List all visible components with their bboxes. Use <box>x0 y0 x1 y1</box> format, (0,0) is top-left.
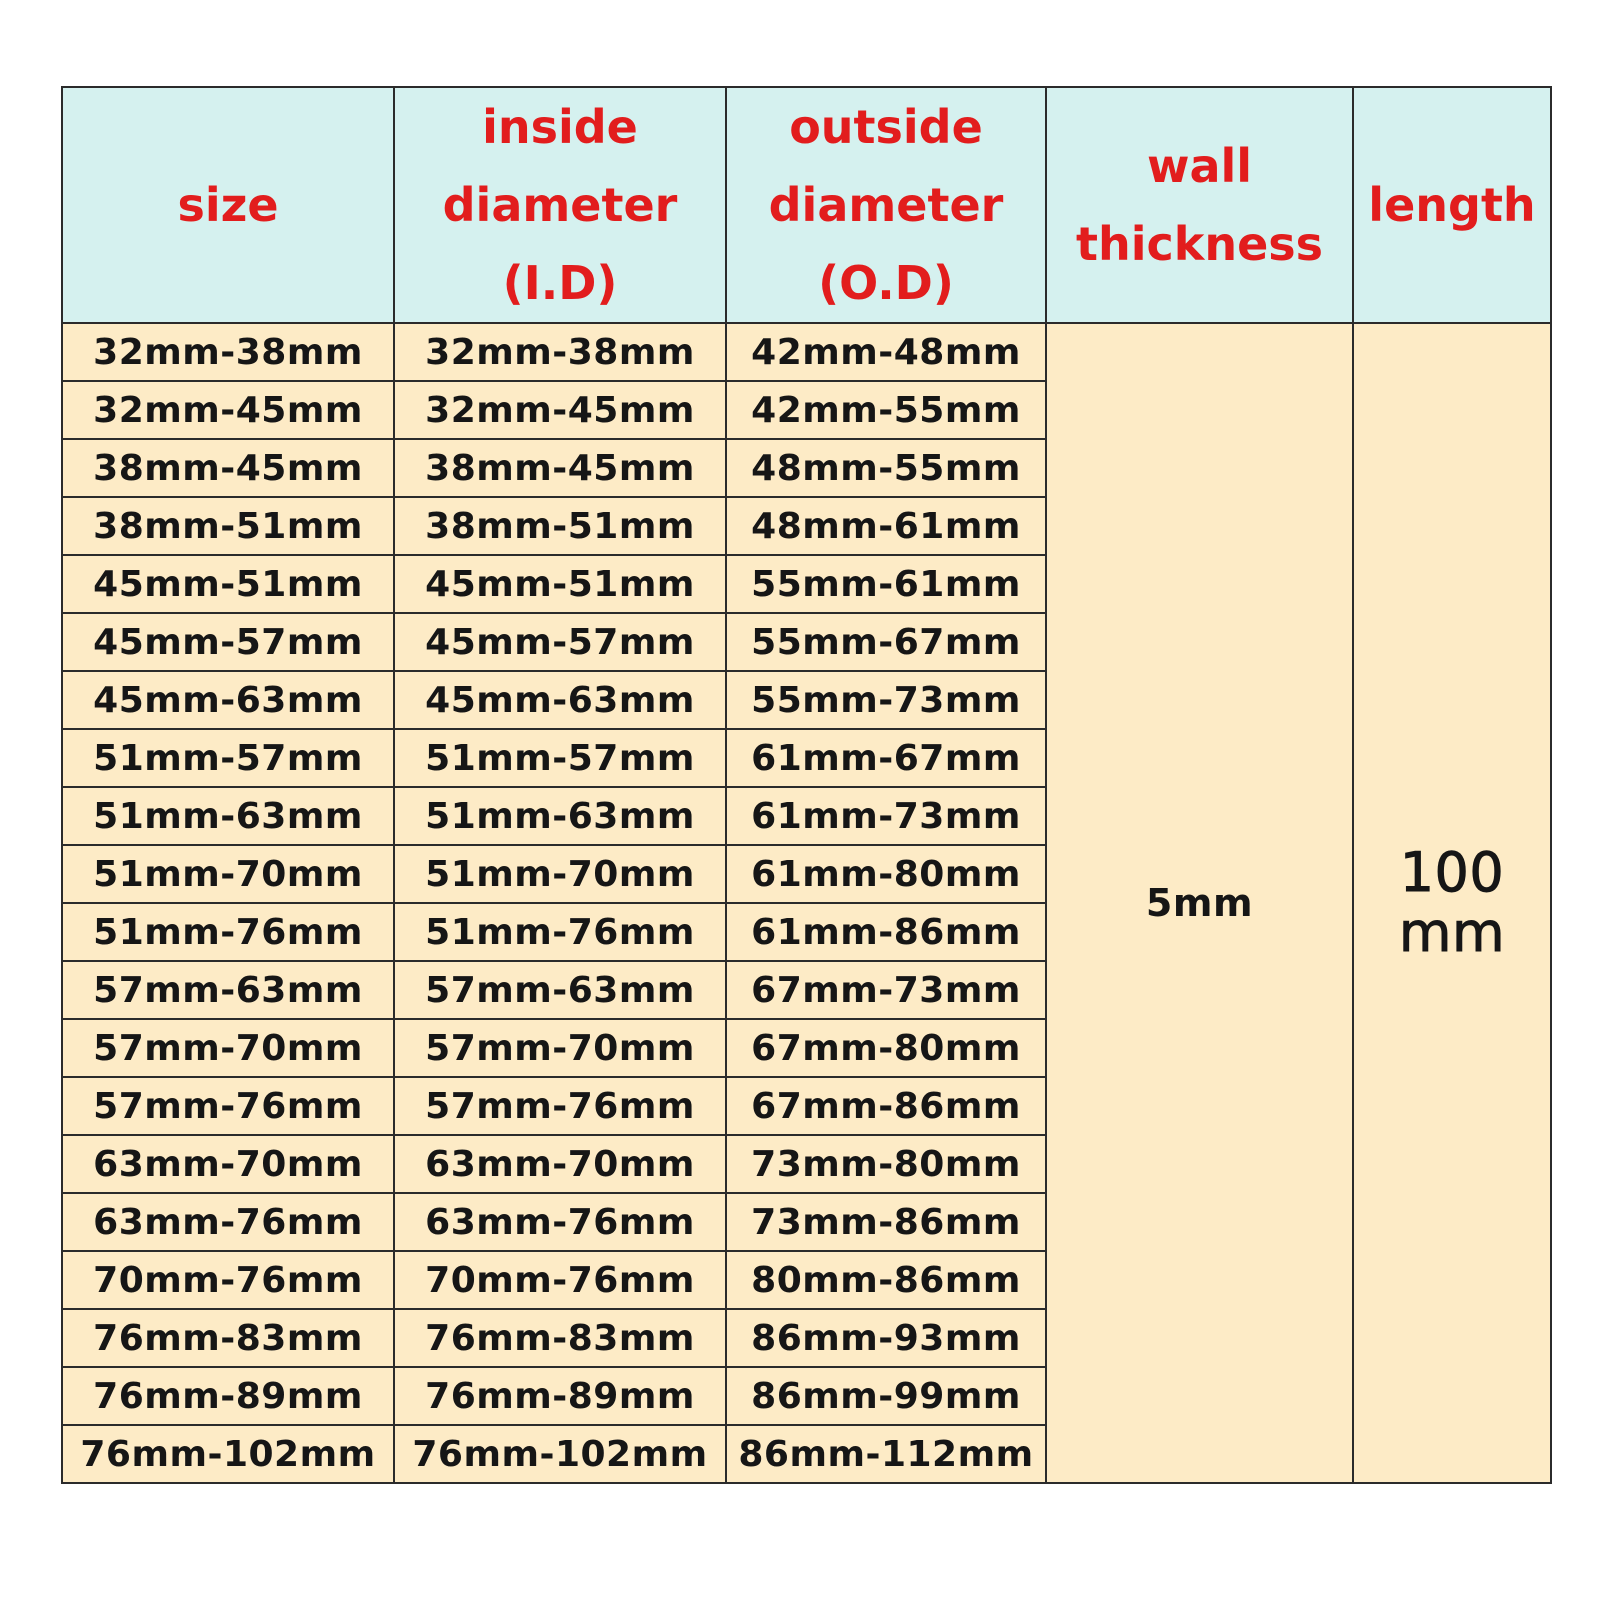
outside-diameter-cell: 61mm-73mm <box>726 787 1046 845</box>
outside-diameter-cell: 42mm-55mm <box>726 381 1046 439</box>
size-cell: 45mm-63mm <box>62 671 394 729</box>
size-cell: 32mm-38mm <box>62 323 394 381</box>
outside-diameter-cell: 55mm-67mm <box>726 613 1046 671</box>
inside-diameter-cell: 63mm-70mm <box>394 1135 726 1193</box>
outside-diameter-cell: 80mm-86mm <box>726 1251 1046 1309</box>
table-body <box>62 323 1551 1483</box>
inside-diameter-cell: 76mm-83mm <box>394 1309 726 1367</box>
inside-diameter-cell: 76mm-102mm <box>394 1425 726 1483</box>
size-table <box>61 86 1552 1484</box>
inside-diameter-cell: 32mm-38mm <box>394 323 726 381</box>
size-cell: 32mm-45mm <box>62 381 394 439</box>
length-value <box>1353 323 1551 1483</box>
size-cell: 76mm-89mm <box>62 1367 394 1425</box>
inside-diameter-cell: 38mm-45mm <box>394 439 726 497</box>
inside-diameter-cell: 63mm-76mm <box>394 1193 726 1251</box>
size-cell: 70mm-76mm <box>62 1251 394 1309</box>
size-cell: 63mm-70mm <box>62 1135 394 1193</box>
size-cell: 45mm-51mm <box>62 555 394 613</box>
outside-diameter-cell: 86mm-99mm <box>726 1367 1046 1425</box>
size-cell: 63mm-76mm <box>62 1193 394 1251</box>
header-wall-thickness-line: thickness <box>1075 217 1324 271</box>
header-length-line: length <box>1368 178 1536 232</box>
size-cell: 38mm-51mm <box>62 497 394 555</box>
outside-diameter-cell: 61mm-86mm <box>726 903 1046 961</box>
header-row <box>62 87 1551 323</box>
size-cell: 45mm-57mm <box>62 613 394 671</box>
outside-diameter-cell: 42mm-48mm <box>726 323 1046 381</box>
inside-diameter-cell: 45mm-63mm <box>394 671 726 729</box>
size-cell: 76mm-102mm <box>62 1425 394 1483</box>
size-cell: 51mm-57mm <box>62 729 394 787</box>
inside-diameter-cell: 51mm-57mm <box>394 729 726 787</box>
size-cell: 57mm-70mm <box>62 1019 394 1077</box>
header-outside-diameter-line: (O.D) <box>818 256 954 310</box>
outside-diameter-cell: 67mm-73mm <box>726 961 1046 1019</box>
size-cell: 51mm-76mm <box>62 903 394 961</box>
header-inside-diameter-line: inside <box>482 100 638 154</box>
inside-diameter-cell: 57mm-76mm <box>394 1077 726 1135</box>
header-wall-thickness-line: wall <box>1146 139 1253 193</box>
outside-diameter-cell: 48mm-55mm <box>726 439 1046 497</box>
inside-diameter-cell: 76mm-89mm <box>394 1367 726 1425</box>
table-row <box>62 323 1551 381</box>
wall-thickness-value: 5mm <box>1046 323 1353 1483</box>
header-length <box>1353 87 1551 323</box>
header-inside-diameter <box>394 87 726 323</box>
outside-diameter-cell: 55mm-61mm <box>726 555 1046 613</box>
inside-diameter-cell: 38mm-51mm <box>394 497 726 555</box>
inside-diameter-cell: 51mm-63mm <box>394 787 726 845</box>
outside-diameter-cell: 67mm-86mm <box>726 1077 1046 1135</box>
header-size-line: size <box>177 178 279 232</box>
inside-diameter-cell: 70mm-76mm <box>394 1251 726 1309</box>
header-size <box>62 87 394 323</box>
header-outside-diameter-line: diameter <box>768 178 1004 232</box>
header-outside-diameter <box>726 87 1046 323</box>
outside-diameter-cell: 48mm-61mm <box>726 497 1046 555</box>
outside-diameter-cell: 73mm-86mm <box>726 1193 1046 1251</box>
inside-diameter-cell: 51mm-76mm <box>394 903 726 961</box>
outside-diameter-cell: 86mm-93mm <box>726 1309 1046 1367</box>
outside-diameter-cell: 61mm-80mm <box>726 845 1046 903</box>
outside-diameter-cell: 67mm-80mm <box>726 1019 1046 1077</box>
header-inside-diameter-line: diameter <box>442 178 678 232</box>
size-cell: 51mm-63mm <box>62 787 394 845</box>
outside-diameter-cell: 86mm-112mm <box>726 1425 1046 1483</box>
inside-diameter-cell: 45mm-57mm <box>394 613 726 671</box>
inside-diameter-cell: 32mm-45mm <box>394 381 726 439</box>
outside-diameter-cell: 73mm-80mm <box>726 1135 1046 1193</box>
header-wall-thickness <box>1046 87 1353 323</box>
size-cell: 51mm-70mm <box>62 845 394 903</box>
size-cell: 57mm-76mm <box>62 1077 394 1135</box>
outside-diameter-cell: 61mm-67mm <box>726 729 1046 787</box>
length-value-unit: mm <box>1398 901 1506 964</box>
inside-diameter-cell: 45mm-51mm <box>394 555 726 613</box>
inside-diameter-cell: 51mm-70mm <box>394 845 726 903</box>
size-cell: 38mm-45mm <box>62 439 394 497</box>
size-cell: 57mm-63mm <box>62 961 394 1019</box>
inside-diameter-cell: 57mm-63mm <box>394 961 726 1019</box>
inside-diameter-cell: 57mm-70mm <box>394 1019 726 1077</box>
header-outside-diameter-line: outside <box>789 100 983 154</box>
length-value-number: 100 <box>1399 841 1505 904</box>
header-inside-diameter-line: (I.D) <box>502 256 618 310</box>
outside-diameter-cell: 55mm-73mm <box>726 671 1046 729</box>
size-cell: 76mm-83mm <box>62 1309 394 1367</box>
